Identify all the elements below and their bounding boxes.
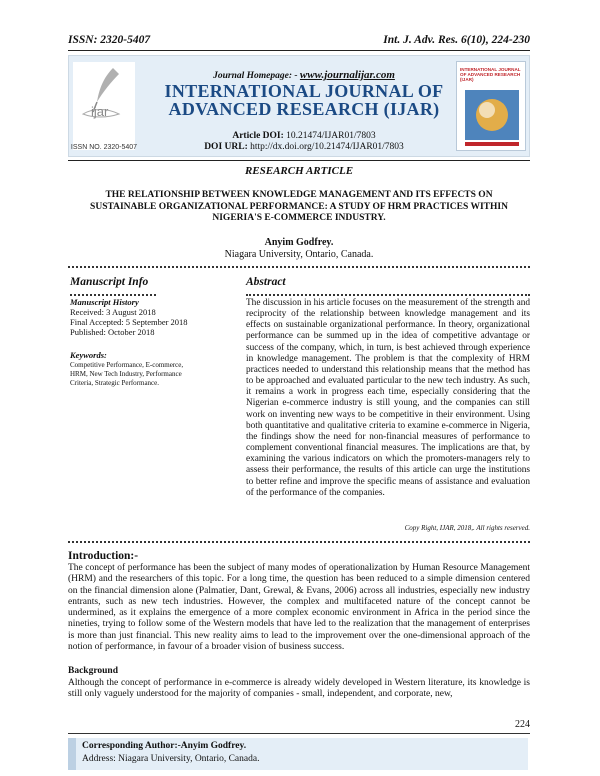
keywords-list [70, 361, 230, 388]
keywords-line3: Criteria, Strategic Performance. [70, 379, 160, 387]
homepage-link[interactable]: www.journalijar.com [299, 69, 395, 81]
keywords-line1: Competitive Performance, E-commerce, [70, 361, 184, 369]
background-heading: Background [68, 666, 118, 676]
accepted-date: Final Accepted: 5 September 2018 [70, 317, 188, 327]
introduction-text: The concept of performance has been the subject of many modes of operationalization by Human Resource Management (HRM) and the researchers of this topic. For a long time, the question has been reduced to a simple dimension centered on the financial dimension alone (Palmatier, Dant, Grewal, & Evans, 2006) across all industries, especially new industry entrants, such as new tech industries. However, the complex and multifaceted nature of the concept cannot be undermined, as it explains the emergence of a more complex economic environment in Africa in the period since the nineties, trying to follow some of the Western models that have led to the realization that the management of enterprises is more than just financial. This new reality aims to lead to the improvement over the one-dimensional approach of the notion of performance, in favour of a broader vision of business success. [68, 563, 530, 653]
doi-url-link[interactable]: http://dx.doi.org/10.21474/IJAR01/7803 [250, 142, 404, 152]
header-rule [68, 50, 530, 51]
abstract-dotted-rule [246, 294, 530, 296]
bottom-dotted-rule [68, 541, 530, 543]
journal-banner [68, 55, 530, 157]
cover-title: INTERNATIONAL JOURNAL OF ADVANCED RESEARCH (IJAR) [460, 67, 521, 82]
manuscript-dotted-rule [70, 294, 156, 296]
page-number: 224 [515, 719, 530, 730]
doi-url-label: DOI URL: [204, 142, 251, 152]
footer-rule [68, 733, 530, 734]
doi-label: Article DOI: [232, 131, 287, 141]
corr-accent-bar [68, 738, 76, 770]
article-type: RESEARCH ARTICLE [244, 165, 354, 177]
doi-block [159, 131, 449, 153]
cover-art-icon [457, 62, 526, 151]
abstract-heading: Abstract [246, 276, 286, 288]
banner-rule [68, 160, 530, 161]
top-dotted-rule [68, 266, 530, 268]
manuscript-history-title: Manuscript History [70, 297, 139, 307]
paper-title-line3: NIGERIA'S E-COMMERCE INDUSTRY. [212, 213, 386, 223]
introduction-heading: Introduction:- [68, 550, 139, 562]
issn-header: ISSN: 2320-5407 [68, 34, 151, 46]
keywords-title: Keywords: [70, 350, 107, 360]
paper-title-line1: THE RELATIONSHIP BETWEEN KNOWLEDGE MANAGEMENT AND ITS EFFECTS ON [105, 190, 493, 200]
homepage-label: Journal Homepage: - [213, 71, 300, 81]
journal-cover-thumbnail [456, 61, 526, 151]
doi-value: 10.21474/IJAR01/7803 [286, 131, 376, 141]
corresponding-author: Corresponding Author:-Anyim Godfrey. [82, 741, 247, 751]
journal-title-line1: INTERNATIONAL JOURNAL OF [164, 81, 444, 101]
keywords-line2: HRM, New Tech Industry, Performance [70, 370, 182, 378]
citation-header: Int. J. Adv. Res. 6(10), 224-230 [383, 34, 530, 46]
issn-number: ISSN NO. 2320-5407 [70, 144, 138, 151]
background-text: Although the concept of performance in e-commerce is already widely developed in Western literature, its knowledge is still only vaguely understood for the majority of companies - small, independent, and corporate, new, [68, 678, 530, 700]
manuscript-info-heading: Manuscript Info [70, 276, 149, 288]
paper-title [68, 190, 530, 225]
author-address: Address: Niagara University, Ontario, Canada. [82, 754, 260, 764]
corresponding-author-box [68, 738, 528, 770]
received-date: Received: 3 August 2018 [70, 307, 156, 317]
running-header [68, 34, 530, 46]
journal-title [154, 82, 454, 118]
logo-text: ijar [91, 104, 109, 119]
author-name: Anyim Godfrey. [264, 237, 334, 248]
copyright-notice: Copy Right, IJAR, 2018,. All rights reserved. [404, 524, 530, 532]
journal-title-line2: ADVANCED RESEARCH (IJAR) [168, 99, 440, 119]
published-date: Published: October 2018 [70, 327, 155, 337]
author-affiliation: Niagara University, Ontario, Canada. [224, 249, 374, 260]
abstract-text: The discussion in his article focuses on the measurement of the strength and reciprocity of the relationship between knowledge management and its effects on sustainable organizational performance. In theory, organizational performance can be summed up in the idea of competitive advantage or success of the company, which, in turn, is best achieved through experience in knowledge management. The problem is that the complexity of HRM practices needed to understand this relationship means that the method has to be approached and evaluated particular to the new tech industry. As such, it remains a work in progress each time, especially considering that the Nigerian e-commerce industry is still young, and the companies can still work on inventing new ways to be competitive in their environment. Using both quantitative and qualitative criteria to examine e-commerce in Nigeria, the findings show the need for non-financial measures of performance to complement conventional financial measures. The implications are that, by examining the various indicators on which the promoters-managers rely to assess their performance, the results of this article can urge the institutions to better refine and improve the specific means of assistance and evaluation of the performance of the companies. [246, 298, 530, 498]
paper-title-line2: SUSTAINABLE ORGANIZATIONAL PERFORMANCE: A STUDY OF HRM PRACTICES WITHIN [90, 201, 508, 212]
